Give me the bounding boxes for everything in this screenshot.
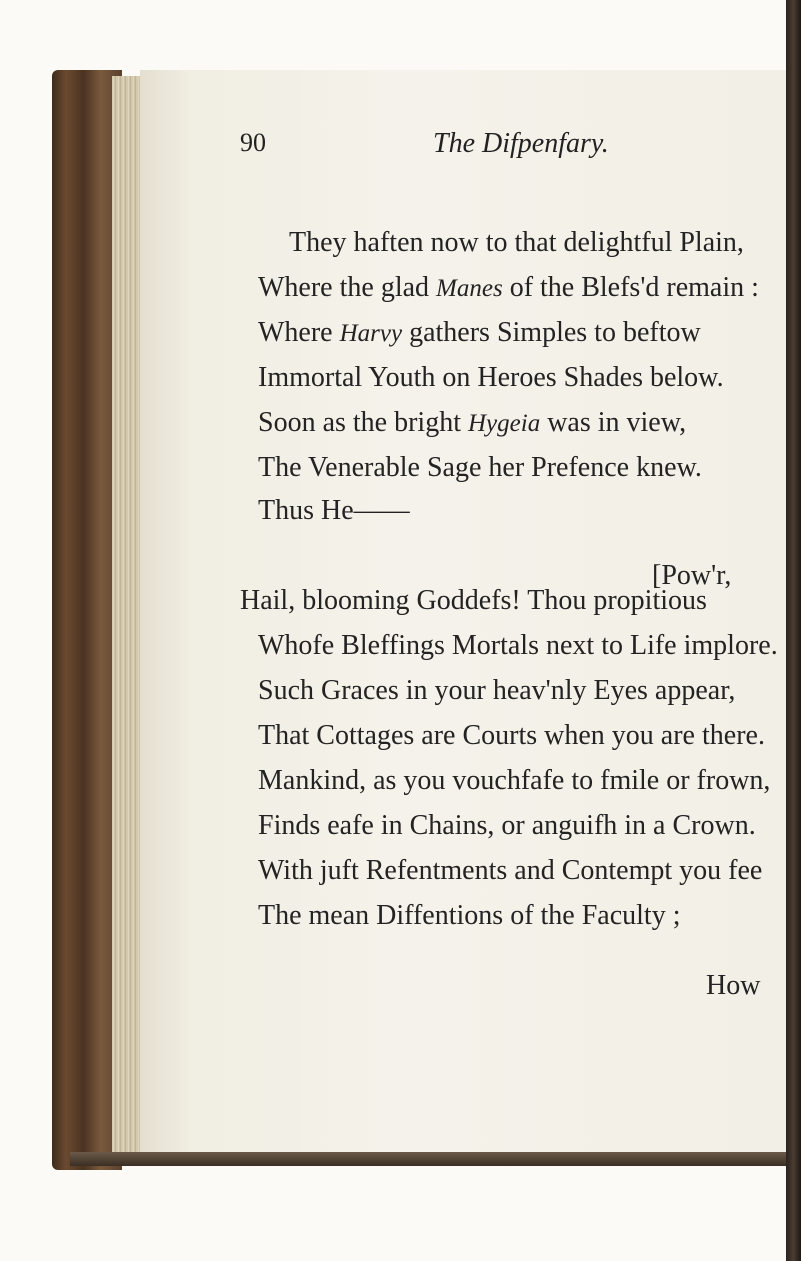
page-header <box>240 128 720 168</box>
verse-line: Where Harvy gathers Simples to beftow <box>258 317 701 348</box>
verse-line: Soon as the bright Hygeia was in view, <box>258 407 687 438</box>
verse-line: Mankind, as you vouchfafe to fmile or frown, <box>258 765 771 796</box>
verse-line: Such Graces in your heav'nly Eyes appear, <box>258 675 736 706</box>
verse-line: The mean Diffentions of the Faculty ; <box>258 900 681 931</box>
verse-line: Immortal Youth on Heroes Shades below. <box>258 362 724 393</box>
verse-line: Hail, blooming Goddefs! Thou propitious <box>240 585 707 616</box>
page-number: 90 <box>240 128 266 157</box>
bottom-cover-edge <box>70 1152 790 1166</box>
verse-line: The Venerable Sage her Prefence knew. <box>258 452 702 483</box>
verse-line: Finds eafe in Chains, or anguifh in a Crown. <box>258 810 756 841</box>
running-title: The Difpenfary. <box>433 128 609 159</box>
page-edges <box>112 76 142 1164</box>
verse-line: That Cottages are Courts when you are there. <box>258 720 765 751</box>
verse-line: They haften now to that delightful Plain, <box>289 227 744 258</box>
verse-line: Where the glad Manes of the Blefs'd remain : <box>258 272 759 303</box>
verse-line: With juft Refentments and Contempt you fee <box>258 855 763 886</box>
verse-turnover: [Pow'r, <box>652 560 732 591</box>
verse-line: Thus He—— <box>258 495 410 526</box>
right-book-cover <box>786 0 801 1261</box>
verse-line: Whofe Bleffings Mortals next to Life implore. <box>258 630 778 661</box>
catchword: How <box>706 970 761 1001</box>
